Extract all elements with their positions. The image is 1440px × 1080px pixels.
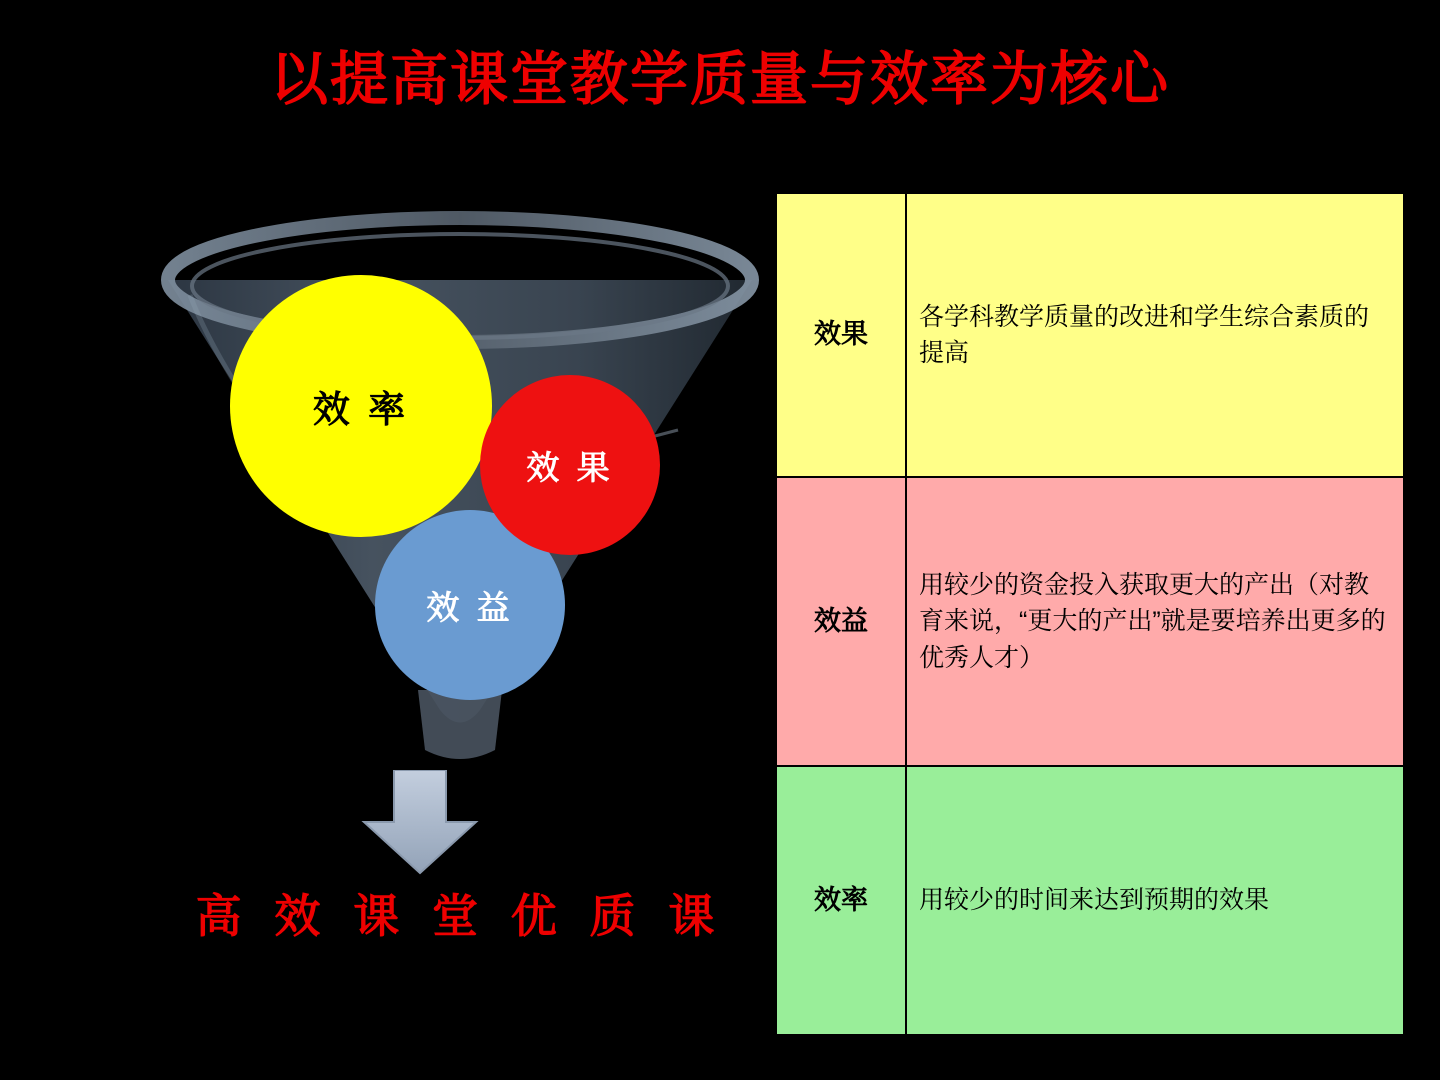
table-cell-description: 各学科教学质量的改进和学生综合素质的提高 [906,193,1404,477]
table-row [776,477,1404,766]
table-cell-term: 效益 [776,477,906,766]
diagram-caption: 高 效 课 堂 优 质 课 [195,890,725,942]
table-cell-description: 用较少的资金投入获取更大的产出（对教育来说，“更大的产出”就是要培养出更多的优秀人才） [906,477,1404,766]
table-cell-term: 效果 [776,193,906,477]
table-row [776,193,1404,477]
concept-table [775,192,1405,1036]
down-arrow-icon [360,770,480,875]
funnel-diagram [150,190,770,980]
table-cell-description: 用较少的时间来达到预期的效果 [906,766,1404,1035]
bubble-effect: 效 果 [480,375,660,555]
table-row [776,766,1404,1035]
page-title: 以提高课堂教学质量与效率为核心 [269,47,1170,112]
bubble-efficiency: 效 率 [230,275,492,537]
bubble-benefit: 效 益 [375,510,565,700]
table-cell-term: 效率 [776,766,906,1035]
